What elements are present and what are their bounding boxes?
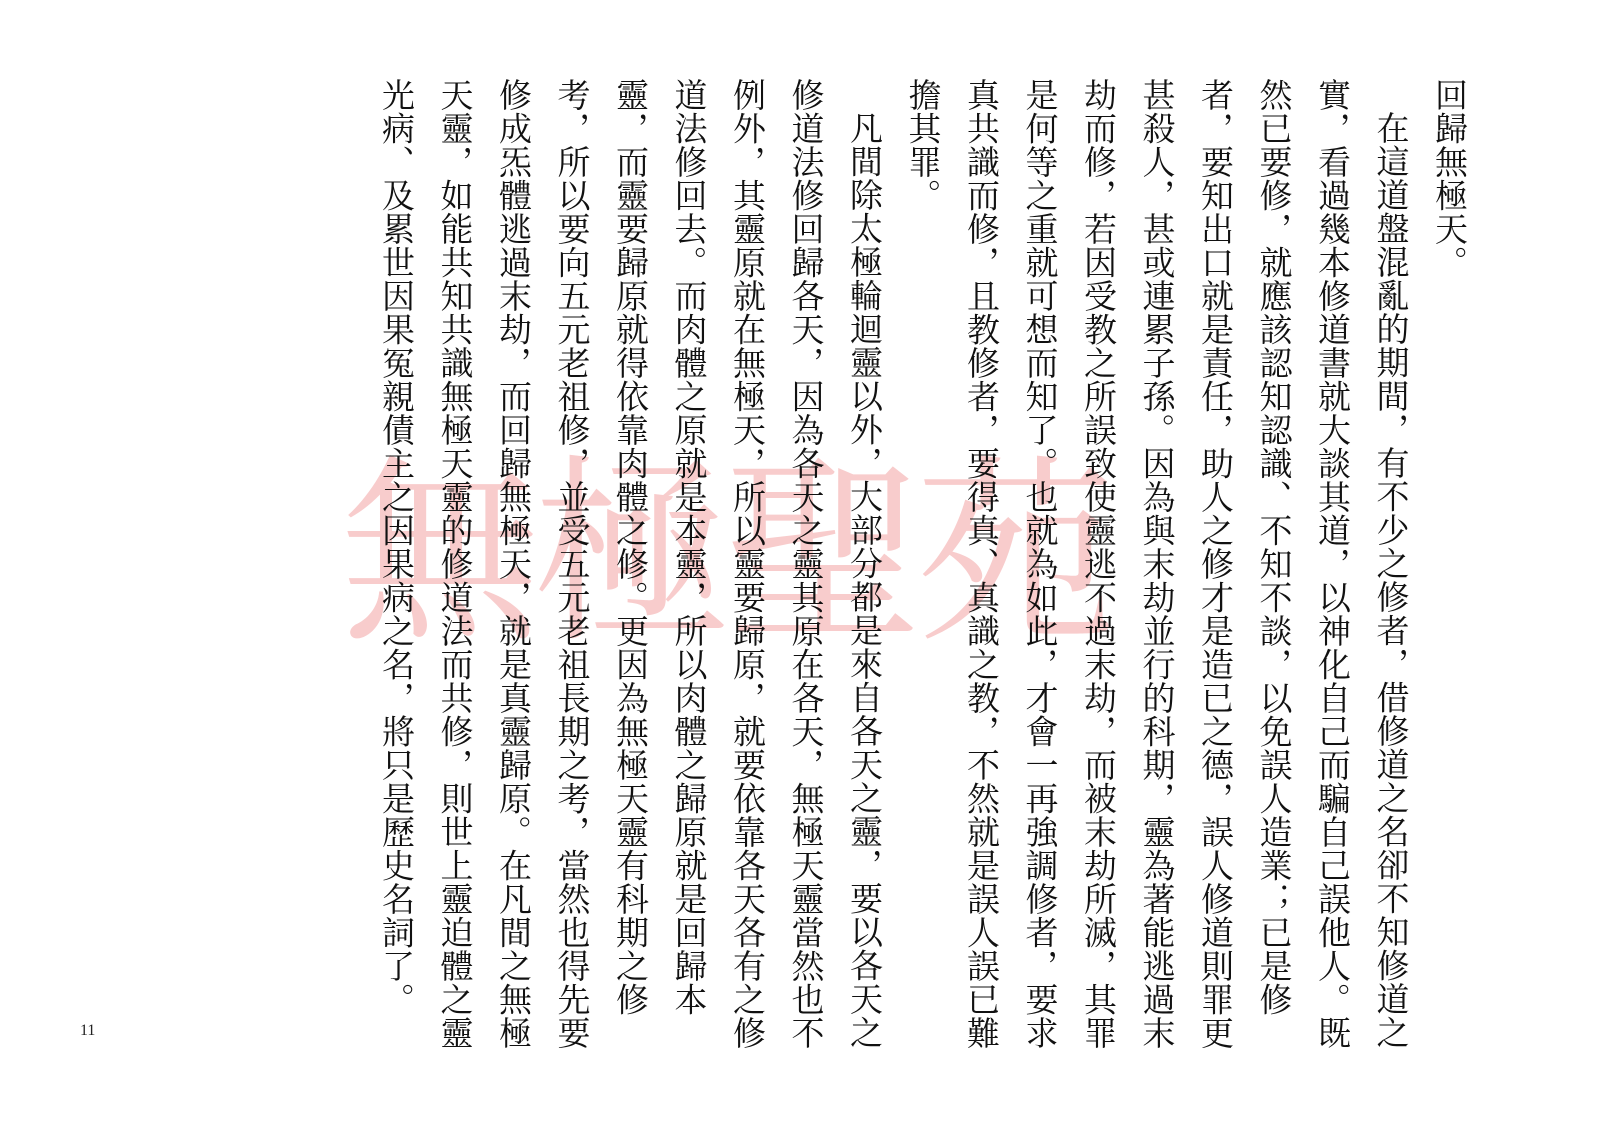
paragraph: 凡間除太極輪迴靈以外，大部分都是來自各天之靈，要以各天之修道法修回歸各天，因為各天之靈其原在各天，無極天靈當然也不例外，其靈原就在無極天，所以靈要歸原，就要依靠各天各有之修道法修回去。而肉體之原就是本靈，所以肉體之歸原就是回歸本靈，而靈要歸原就得依靠肉體之修。更因為無極天靈有科期之修考，所以要向五元老祖修，並受五元老祖長期之考，當然也得先要修成炁體逃過末劫，而回歸無極天，就是真靈歸原。在凡間之無極天靈，如能共知共識無極天靈的修道法而共修，則世上靈迫體之靈光病、及累世因果冤親債主之因果病之名，將只是歷史名詞了。 [377,78,884,1050]
paragraph: 回歸無極天。 [1430,78,1469,279]
vertical-text-body [367,78,1479,1068]
paragraph: 在這道盤混亂的期間，有不少之修者，借修道之名卻不知修道之實，看過幾本修道書就大談其道，以神化自己而騙自己誤他人。既然已要修，就應該認知認識、不知不談，以免誤人造業；已是修者，要知出口就是責任，助人之修才是造已之德，誤人修道則罪更甚殺人，甚或連累子孫。因為與末劫並行的科期，靈為著能逃過末劫而修，若因受教之所誤致使靈逃不過末劫，而被末劫所滅，其罪是何等之重就可想而知了。也就為如此，才會一再強調修者，要求真共識而修，且教修者，要得真、真識之教，不然就是誤人誤已難擔其罪。 [903,78,1411,1050]
page-number: 11 [80,1022,96,1039]
watermark: 無極聖苑 [340,438,1109,671]
